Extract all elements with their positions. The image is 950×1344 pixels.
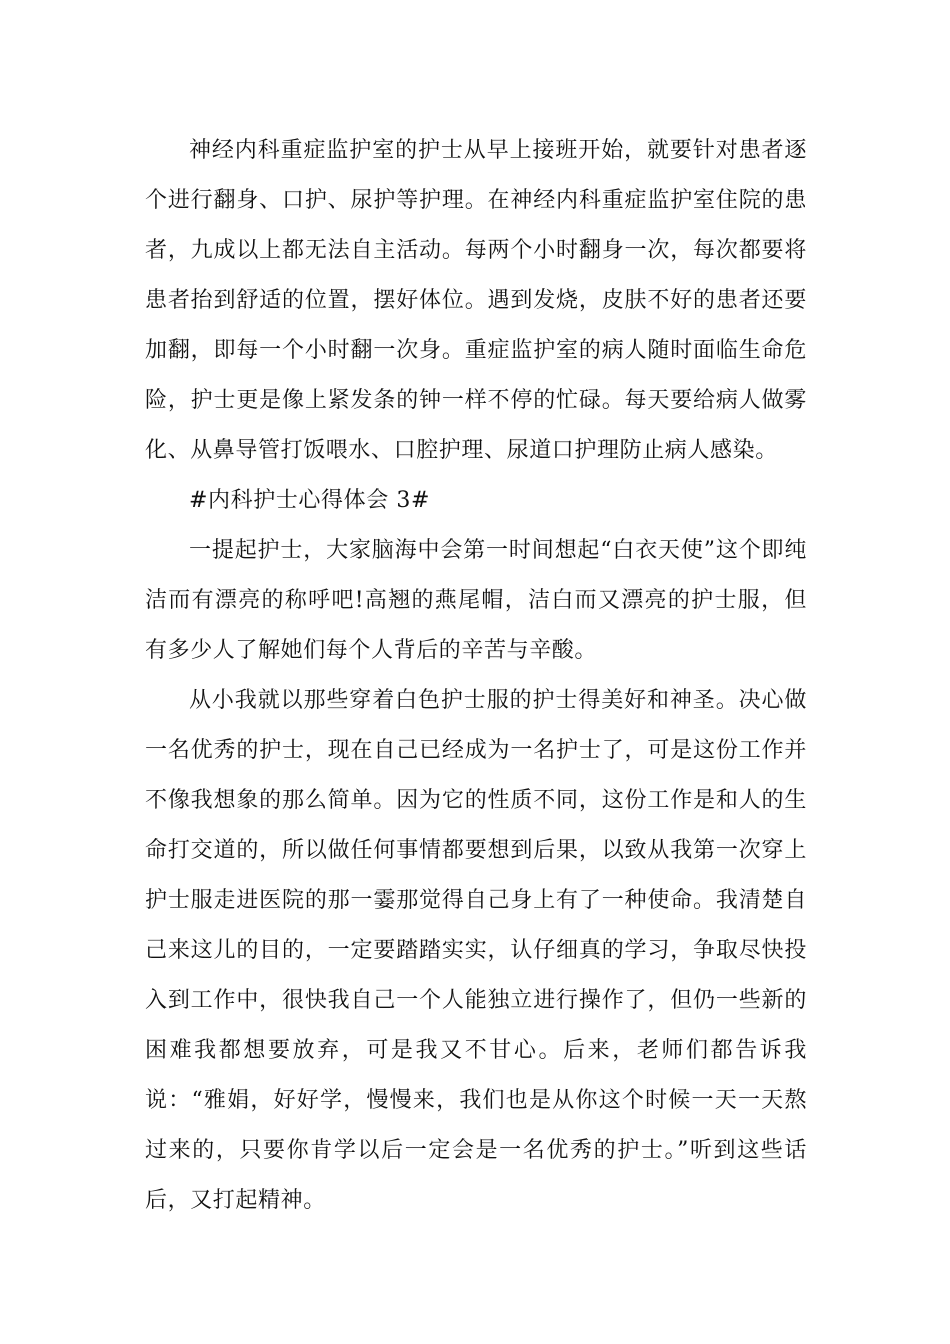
document-body — [145, 126, 807, 1226]
paragraph-white-angel: 一提起护士，大家脑海中会第一时间想起“白衣天使”这个即纯洁而有漂亮的称呼吧!高翘的燕尾帽，洁白而又漂亮的护士服，但有多少人了解她们每个人背后的辛苦与辛酸。 — [145, 538, 807, 663]
section-heading: #内科护士心得体会 3# — [189, 488, 431, 513]
paragraph-personal-experience: 从小我就以那些穿着白色护士服的护士得美好和神圣。决心做一名优秀的护士，现在自己已经成为一名护士了，可是这份工作并不像我想象的那么简单。因为它的性质不同，这份工作是和人的生命打交道的，所以做任何事情都要想到后果，以致从我第一次穿上护士服走进医院的那一霎那觉得自己身上有了一种使命。我清楚自己来这儿的目的，一定要踏踏实实，认仔细真的学习，争取尽快投入到工作中，很快我自己一个人能独立进行操作了，但仍一些新的困难我都想要放弃，可是我又不甘心。后来，老师们都告诉我说：“雅娟，好好学，慢慢来，我们也是从你这个时候一天一天熬过来的，只要你肯学以后一定会是一名优秀的护士。”听到这些话后，又打起精神。 — [145, 688, 807, 1213]
paragraph-icu-nursing: 神经内科重症监护室的护士从早上接班开始，就要针对患者逐个进行翻身、口护、尿护等护理。在神经内科重症监护室住院的患者，九成以上都无法自主活动。每两个小时翻身一次，每次都要将患者抬到舒适的位置，摆好体位。遇到发烧，皮肤不好的患者还要加翻，即每一个小时翻一次身。重症监护室的病人随时面临生命危险，护士更是像上紧发条的钟一样不停的忙碌。每天要给病人做雾化、从鼻导管打饭喂水、口腔护理、尿道口护理防止病人感染。 — [145, 138, 807, 463]
